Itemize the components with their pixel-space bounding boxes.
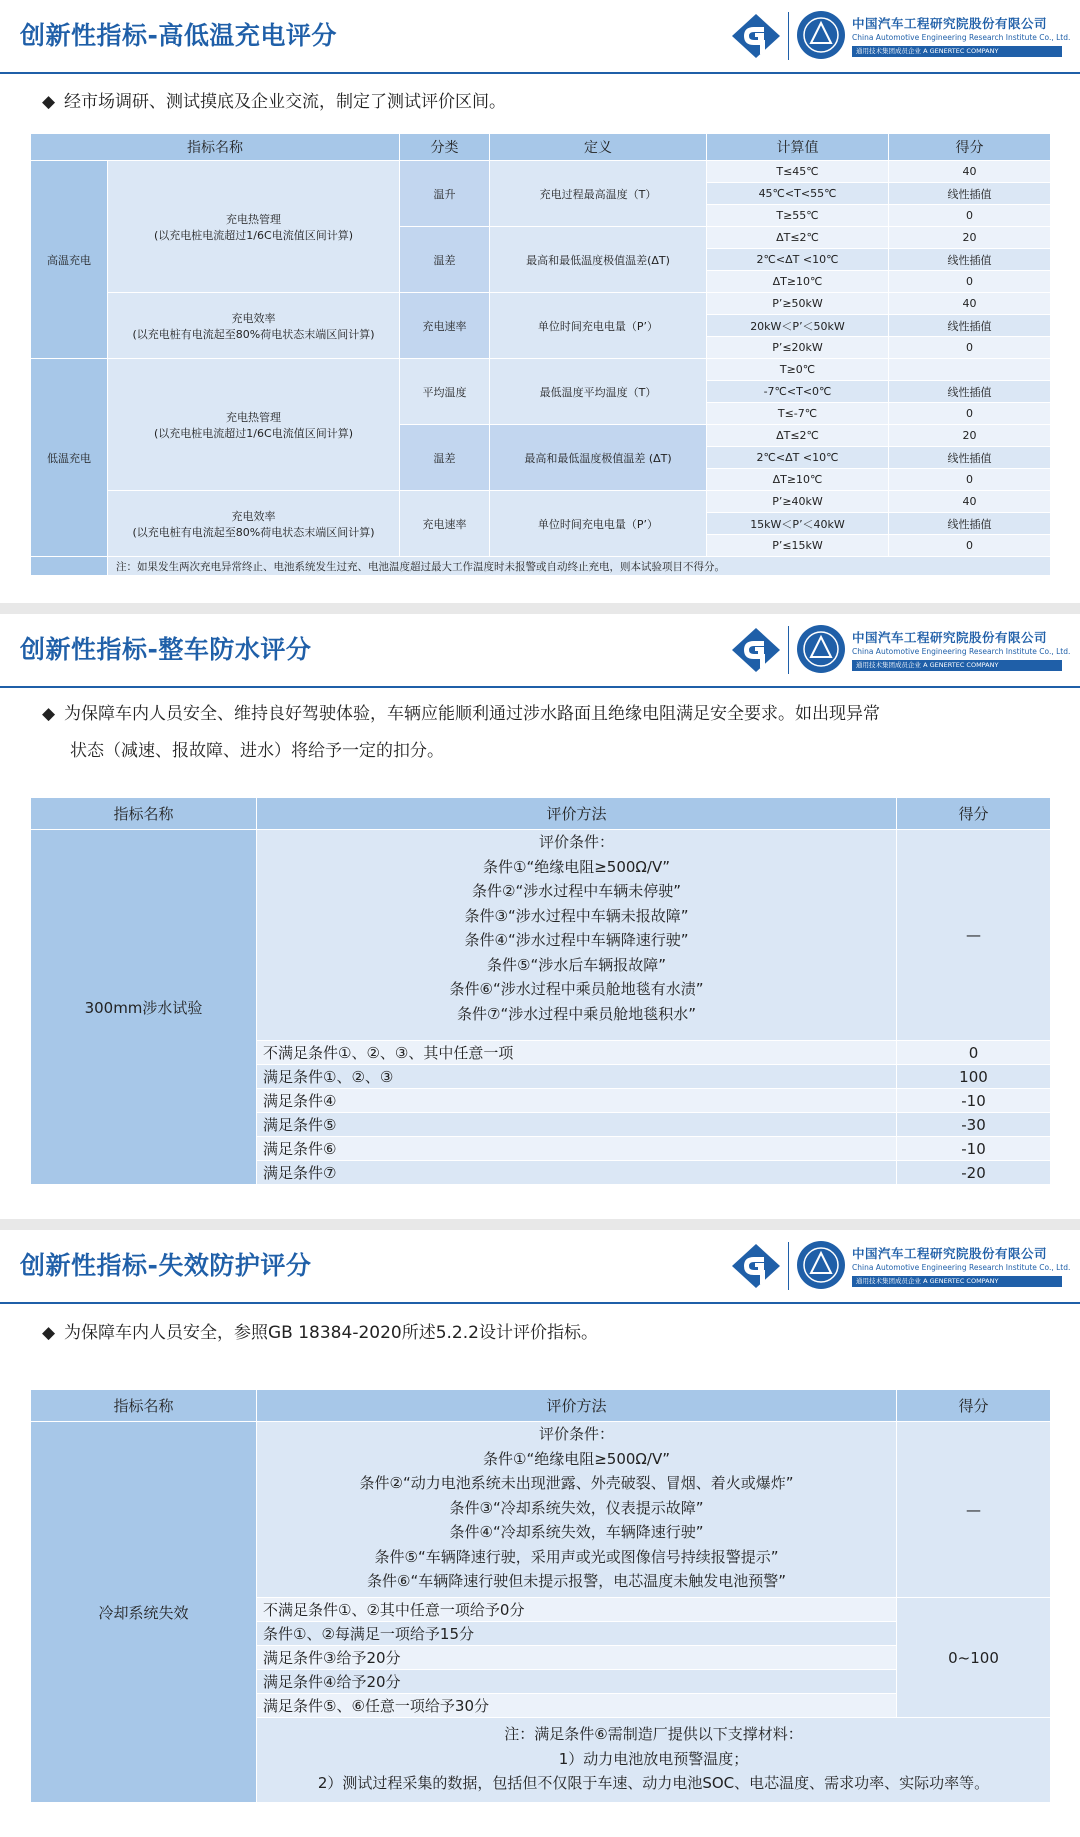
value-cell: 20kW＜P’＜50kW bbox=[707, 315, 889, 337]
header-cell: 计算值 bbox=[707, 134, 889, 161]
header-cell: 指标名称 bbox=[31, 1390, 257, 1422]
company-cn-name: 中国汽车工程研究院股份有限公司 bbox=[852, 630, 1048, 645]
definition-cell: 最低温度平均温度（T） bbox=[490, 359, 707, 425]
value-cell: -7℃<T<0℃ bbox=[707, 381, 889, 403]
score-cell: 0 bbox=[889, 535, 1051, 557]
company-en-name: China Automotive Engineering Research Institute Co., Ltd. bbox=[852, 1263, 1071, 1272]
bullet-text: ◆ 经市场调研、测试摸底及企业交流，制定了测试评价区间。 bbox=[42, 84, 506, 121]
value-cell: P’≤15kW bbox=[707, 535, 889, 557]
value-cell: 45℃<T<55℃ bbox=[707, 183, 889, 205]
rule-cell: 满足条件④给予20分 bbox=[257, 1670, 897, 1694]
header-cell: 评价方法 bbox=[257, 1390, 897, 1422]
value-cell: T≥0℃ bbox=[707, 359, 889, 381]
value-cell: T≤45℃ bbox=[707, 161, 889, 183]
value-cell: P’≤20kW bbox=[707, 337, 889, 359]
bullet-text: ◆ 为保障车内人员安全，参照GB 18384-2020所述5.2.2设计评价指标。 bbox=[42, 1315, 598, 1352]
score-cell: -10 bbox=[897, 1089, 1051, 1113]
slide-failure-protection-score bbox=[0, 1230, 1080, 1837]
indicator-cell: 冷却系统失效 bbox=[31, 1422, 257, 1803]
company-logo bbox=[730, 622, 1070, 678]
category-cell: 充电速率 bbox=[400, 293, 490, 359]
slide-waterproof-score bbox=[0, 614, 1080, 1219]
company-logo bbox=[730, 8, 1070, 64]
failure-protection-table bbox=[30, 1389, 1051, 1803]
header-cell: 定义 bbox=[490, 134, 707, 161]
score-cell: 0 bbox=[889, 337, 1051, 359]
definition-cell: 最高和最低温度极值温差(ΔT) bbox=[490, 227, 707, 293]
value-cell: T≤-7℃ bbox=[707, 403, 889, 425]
score-cell: 线性插值 bbox=[889, 513, 1051, 535]
score-cell: -10 bbox=[897, 1137, 1051, 1161]
company-tagline: 通用技术集团成员企业 A GENERTEC COMPANY bbox=[852, 1276, 1062, 1287]
value-cell: ΔT≤2℃ bbox=[707, 425, 889, 447]
rule-cell: 不满足条件①、②、③、其中任意一项 bbox=[257, 1041, 897, 1065]
group-label: 低温充电 bbox=[31, 359, 108, 557]
diamond-bullet-icon: ◆ bbox=[42, 92, 56, 112]
seal-icon bbox=[796, 1240, 846, 1290]
slide-header bbox=[0, 0, 1080, 74]
diamond-bullet-icon: ◆ bbox=[42, 704, 56, 724]
header-cell: 得分 bbox=[897, 798, 1051, 830]
conditions-cell: 评价条件： 条件①“绝缘电阻≥500Ω/V” 条件②“涉水过程中车辆未停驶” 条件③“涉水过程中车辆未报故障” 条件④“涉水过程中车辆降速行驶” 条件⑤“涉水后车辆报故障” 条件⑥“涉水过程中乘员舱地毯有水渍” 条件⑦“涉水过程中乘员舱地毯积水” bbox=[257, 830, 897, 1041]
indicator-cell: 充电热管理 (以充电桩电流超过1/6C电流值区间计算) bbox=[108, 359, 400, 491]
score-cell: 0 bbox=[889, 403, 1051, 425]
score-cell: -20 bbox=[897, 1161, 1051, 1185]
rule-cell: 满足条件③给予20分 bbox=[257, 1646, 897, 1670]
category-cell: 温升 bbox=[400, 161, 490, 227]
score-cell: -30 bbox=[897, 1113, 1051, 1137]
group-label: 高温充电 bbox=[31, 161, 108, 359]
slide-header bbox=[0, 1230, 1080, 1304]
gt-logo-icon bbox=[730, 626, 782, 674]
definition-cell: 单位时间充电电量（P’） bbox=[490, 491, 707, 557]
gt-logo-icon bbox=[730, 12, 782, 60]
score-cell: 线性插值 bbox=[889, 183, 1051, 205]
slide-header bbox=[0, 614, 1080, 688]
score-cell: 线性插值 bbox=[889, 447, 1051, 469]
score-cell: 40 bbox=[889, 161, 1051, 183]
rule-cell: 满足条件①、②、③ bbox=[257, 1065, 897, 1089]
header-cell: 得分 bbox=[897, 1390, 1051, 1422]
rule-cell: 不满足条件①、②其中任意一项给予0分 bbox=[257, 1598, 897, 1622]
charging-score-table bbox=[30, 133, 1051, 576]
score-cell: 20 bbox=[889, 227, 1051, 249]
score-cell: 线性插值 bbox=[889, 249, 1051, 271]
slide-charging-score bbox=[0, 0, 1080, 603]
gt-logo-icon bbox=[730, 1242, 782, 1290]
diamond-bullet-icon: ◆ bbox=[42, 1323, 56, 1343]
score-cell: 线性插值 bbox=[889, 381, 1051, 403]
score-cell: 0 bbox=[889, 469, 1051, 491]
rule-cell: 满足条件⑥ bbox=[257, 1137, 897, 1161]
score-cell: 100 bbox=[897, 1065, 1051, 1089]
page-title: 创新性指标-整车防水评分 bbox=[20, 635, 312, 664]
score-cell: 线性插值 bbox=[889, 315, 1051, 337]
rule-cell: 条件①、②每满足一项给予15分 bbox=[257, 1622, 897, 1646]
value-cell: P’≥40kW bbox=[707, 491, 889, 513]
company-en-name: China Automotive Engineering Research Institute Co., Ltd. bbox=[852, 647, 1071, 656]
company-tagline: 通用技术集团成员企业 A GENERTEC COMPANY bbox=[852, 660, 1062, 671]
value-cell: 2℃<ΔT <10℃ bbox=[707, 447, 889, 469]
table-note: 注：如果发生两次充电异常终止、电池系统发生过充、电池温度超过最大工作温度时未报警或自动终止充电，则本试验项目不得分。 bbox=[108, 557, 1051, 576]
indicator-cell: 充电热管理 (以充电桩电流超过1/6C电流值区间计算) bbox=[108, 161, 400, 293]
notes-cell: 注：满足条件⑥需制造厂提供以下支撑材料： 1）动力电池放电预警温度； 2）测试过程采集的数据，包括但不仅限于车速、动力电池SOC、电芯温度、需求功率、实际功率等。 bbox=[257, 1718, 1051, 1803]
indicator-cell: 300mm涉水试验 bbox=[31, 830, 257, 1185]
score-cell: 0 bbox=[889, 205, 1051, 227]
company-en-name: China Automotive Engineering Research Institute Co., Ltd. bbox=[852, 33, 1071, 42]
company-cn-name: 中国汽车工程研究院股份有限公司 bbox=[852, 1246, 1048, 1261]
score-cell: 40 bbox=[889, 293, 1051, 315]
header-cell: 分类 bbox=[400, 134, 490, 161]
value-cell: T≥55℃ bbox=[707, 205, 889, 227]
rule-cell: 满足条件⑦ bbox=[257, 1161, 897, 1185]
score-cell: 20 bbox=[889, 425, 1051, 447]
page-title: 创新性指标-高低温充电评分 bbox=[20, 21, 337, 50]
bullet-text: ◆ 为保障车内人员安全、维持良好驾驶体验，车辆应能顺利通过涉水路面且绝缘电阻满足安全要求。如出现异常 状态（减速、报故障、进水）将给予一定的扣分。 bbox=[42, 696, 880, 770]
value-cell: ΔT≤2℃ bbox=[707, 227, 889, 249]
category-cell: 充电速率 bbox=[400, 491, 490, 557]
company-logo bbox=[730, 1238, 1070, 1294]
header-cell: 指标名称 bbox=[31, 798, 257, 830]
category-cell: 平均温度 bbox=[400, 359, 490, 425]
value-cell: 15kW＜P’＜40kW bbox=[707, 513, 889, 535]
company-tagline: 通用技术集团成员企业 A GENERTEC COMPANY bbox=[852, 46, 1062, 57]
definition-cell: 充电过程最高温度（T） bbox=[490, 161, 707, 227]
header-cell: 评价方法 bbox=[257, 798, 897, 830]
rule-cell: 满足条件⑤、⑥任意一项给予30分 bbox=[257, 1694, 897, 1718]
category-cell: 温差 bbox=[400, 425, 490, 491]
conditions-cell: 评价条件： 条件①“绝缘电阻≥500Ω/V” 条件②“动力电池系统未出现泄露、外壳破裂、冒烟、着火或爆炸” 条件③“冷却系统失效，仪表提示故障” 条件④“冷却系统失效，车辆降速行驶” 条件⑤“车辆降速行驶，采用声或光或图像信号持续报警提示” 条件⑥“车辆降速行驶但未提示报警，电芯温度未触发电池预警” bbox=[257, 1422, 897, 1598]
page-title: 创新性指标-失效防护评分 bbox=[20, 1251, 312, 1280]
definition-cell: 最高和最低温度极值温差 (ΔT) bbox=[490, 425, 707, 491]
waterproof-score-table bbox=[30, 797, 1051, 1185]
value-cell: ΔT≥10℃ bbox=[707, 271, 889, 293]
category-cell: 温差 bbox=[400, 227, 490, 293]
value-cell: 2℃<ΔT <10℃ bbox=[707, 249, 889, 271]
value-cell: P’≥50kW bbox=[707, 293, 889, 315]
definition-cell: 单位时间充电电量（P’） bbox=[490, 293, 707, 359]
company-cn-name: 中国汽车工程研究院股份有限公司 bbox=[852, 16, 1048, 31]
score-cell: — bbox=[897, 1422, 1051, 1598]
indicator-cell: 充电效率 (以充电桩有电流起至80%荷电状态末端区间计算) bbox=[108, 293, 400, 359]
score-cell: 40 bbox=[889, 491, 1051, 513]
indicator-cell: 充电效率 (以充电桩有电流起至80%荷电状态末端区间计算) bbox=[108, 491, 400, 557]
header-cell: 得分 bbox=[889, 134, 1051, 161]
score-cell: — bbox=[897, 830, 1051, 1041]
rule-cell: 满足条件⑤ bbox=[257, 1113, 897, 1137]
score-cell: 0~100 bbox=[897, 1598, 1051, 1718]
score-cell bbox=[889, 359, 1051, 381]
header-cell: 指标名称 bbox=[31, 134, 400, 161]
score-cell: 0 bbox=[897, 1041, 1051, 1065]
rule-cell: 满足条件④ bbox=[257, 1089, 897, 1113]
score-cell: 0 bbox=[889, 271, 1051, 293]
seal-icon bbox=[796, 10, 846, 60]
seal-icon bbox=[796, 624, 846, 674]
value-cell: ΔT≥10℃ bbox=[707, 469, 889, 491]
